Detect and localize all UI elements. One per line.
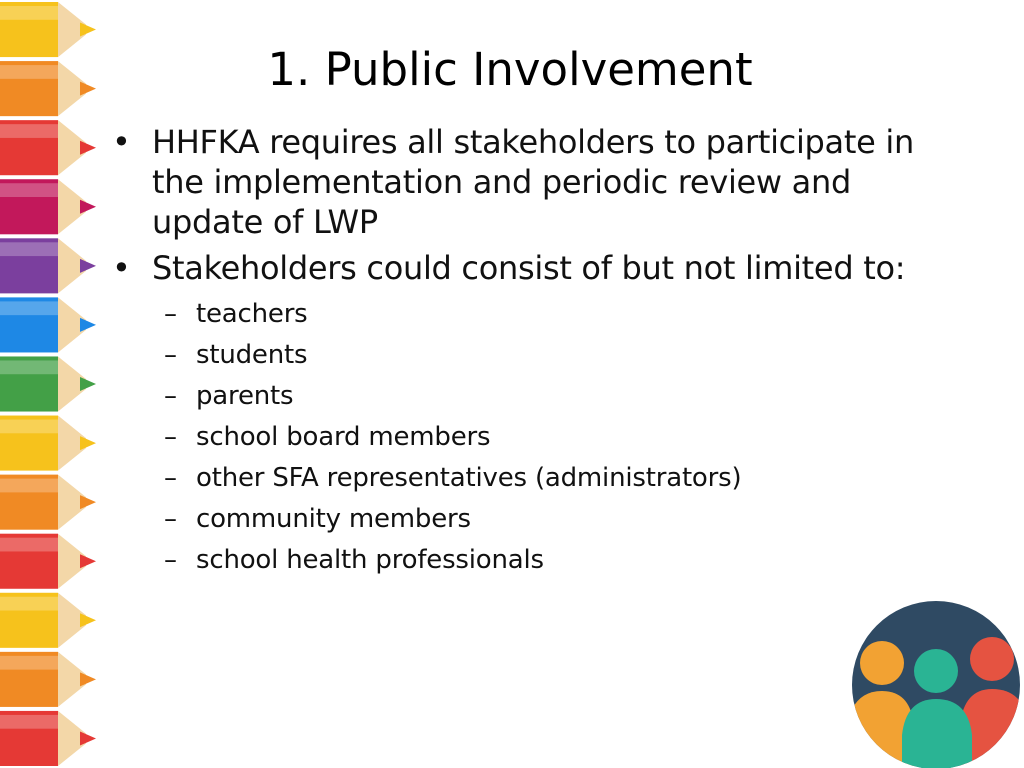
pencil — [0, 238, 96, 293]
people-group-icon — [852, 601, 1020, 768]
list-item-text: other SFA representatives (administrators) — [196, 463, 742, 493]
pencil — [0, 475, 96, 530]
pencil — [0, 2, 96, 57]
list-item-text: school health professionals — [196, 545, 544, 575]
pencil — [0, 61, 96, 116]
list-item-text: teachers — [196, 299, 308, 329]
list-item-text: students — [196, 340, 308, 370]
list-item — [164, 540, 940, 581]
list-item — [164, 335, 940, 376]
pencil — [0, 534, 96, 589]
list-item — [164, 458, 940, 499]
pencil — [0, 179, 96, 234]
bullet-item — [110, 248, 940, 288]
bullet-item — [110, 122, 940, 242]
list-item — [164, 376, 940, 417]
dash-marker: – — [164, 463, 177, 493]
slide-content — [110, 122, 940, 581]
logo-person-right-head — [970, 637, 1014, 681]
pencil — [0, 416, 96, 471]
list-item-text: community members — [196, 504, 471, 534]
bullet-marker: • — [112, 123, 131, 161]
logo-person-left-head — [860, 641, 904, 685]
list-item — [164, 417, 940, 458]
dash-marker: – — [164, 545, 177, 575]
sub-list — [164, 294, 940, 581]
dash-marker: – — [164, 340, 177, 370]
list-item — [164, 499, 940, 540]
pencil — [0, 652, 96, 707]
bullet-text: Stakeholders could consist of but not limited to: — [152, 249, 906, 287]
dash-marker: – — [164, 422, 177, 452]
list-item-text: parents — [196, 381, 294, 411]
logo-person-center-head — [914, 649, 958, 693]
dash-marker: – — [164, 381, 177, 411]
pencil — [0, 593, 96, 648]
bullet-text: HHFKA requires all stakeholders to participate in the implementation and periodic review and update of LWP — [152, 123, 914, 241]
pencil — [0, 711, 96, 766]
bullet-marker: • — [112, 249, 131, 287]
page-title: 1. Public Involvement — [267, 43, 753, 96]
pencil — [0, 297, 96, 352]
pencil — [0, 356, 96, 411]
list-item — [164, 294, 940, 335]
pencil — [0, 120, 96, 175]
logo-person-center-body — [902, 699, 972, 768]
dash-marker: – — [164, 299, 177, 329]
list-item-text: school board members — [196, 422, 491, 452]
dash-marker: – — [164, 504, 177, 534]
colored-pencils-icon — [0, 0, 100, 768]
